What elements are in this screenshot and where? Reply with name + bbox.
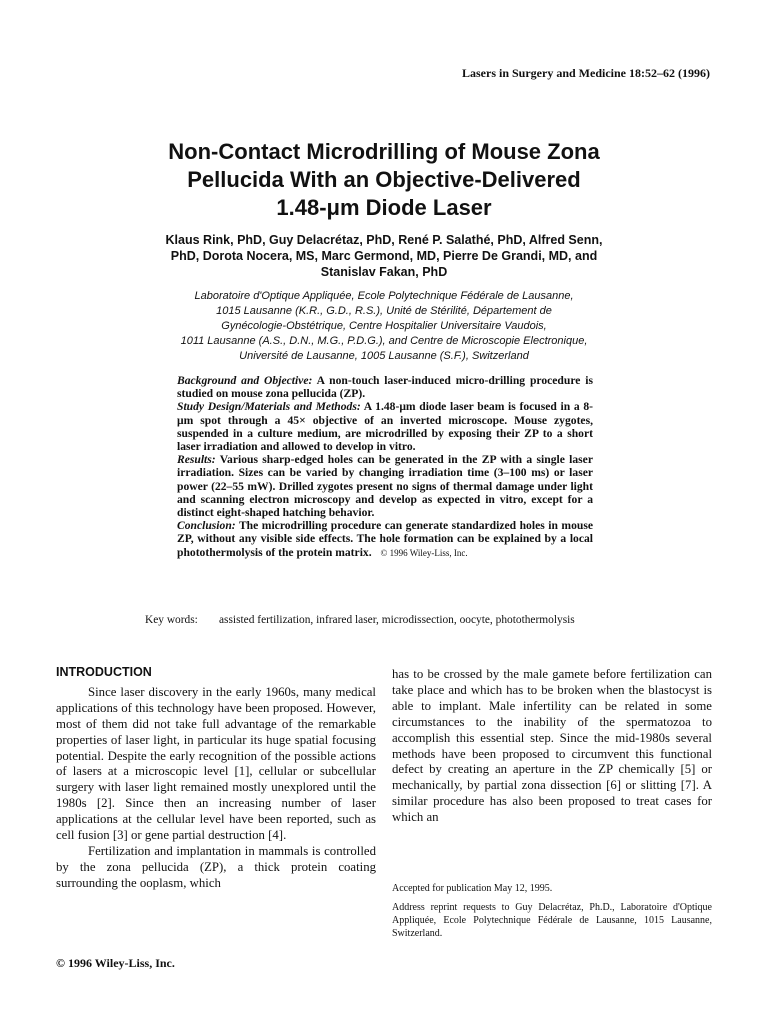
footnote-reprint: Address reprint requests to Guy Delacrétaz, Ph.D., Laboratoire d'Optique Appliquée, Ecole Polytechnique Fédérale de Lausanne, 1015 Lausanne, Switzerland. [392, 902, 712, 939]
abstract-text: A 1.48-μm diode laser beam is focused in a 8-μm spot through a 45× objective of an inverted microscope. Mouse zygotes, suspended in a culture medium, are microdrilled by exposing their ZP to a short laser irradiation and allowed to develop in vitro. [177, 400, 593, 454]
footnotes [392, 882, 712, 946]
abstract-label: Background and Objective: [177, 374, 313, 387]
publisher-copyright: © 1996 Wiley-Liss, Inc. [56, 956, 175, 970]
journal-citation: Lasers in Surgery and Medicine 18:52–62 (1996) [462, 66, 710, 80]
left-column [56, 665, 376, 892]
affiliation-line: 1011 Lausanne (A.S., D.N., M.G., P.D.G.), and Centre de Microscopie Electronique, [180, 335, 588, 347]
abstract-text: The microdrilling procedure can generate standardized holes in mouse ZP, without any visible side effects. The hole formation can be explained by a local photothermolysis of the protein matrix. [177, 519, 593, 559]
affiliation-line: Université de Lausanne, 1005 Lausanne (S.F.), Switzerland [239, 350, 529, 362]
body-paragraph: has to be crossed by the male gamete before fertilization can take place and which has to be broken when the blastocyst is able to implant. Male infertility can be related in some circumstances to the inability of the spermatozoa to accomplish this essential step. Since the mid-1980s several methods have been proposed to circumvent this functional defect by creating an aperture in the ZP chemically [5] or mechanically, by partial zona dissection [6] or slitting [7]. A similar procedure has also been proposed to treat cases for which an [392, 667, 712, 825]
abstract-text: A non-touch laser-induced micro-drilling procedure is studied on mouse zona pellucida (ZP). [177, 374, 594, 401]
affiliations [120, 289, 648, 364]
abstract-label: Study Design/Materials and Methods: [177, 400, 361, 414]
abstract [177, 374, 593, 560]
keywords-list: assisted fertilization, infrared laser, microdissection, oocyte, photothermolysis [219, 614, 575, 626]
author-list [120, 232, 648, 280]
keywords-label: Key words: [145, 614, 198, 626]
abstract-background [177, 374, 593, 400]
keywords [145, 613, 625, 627]
author-line: Klaus Rink, PhD, Guy Delacrétaz, PhD, René P. Salathé, PhD, Alfred Senn, [165, 233, 603, 247]
affiliation-line: 1015 Lausanne (K.R., G.D., R.S.), Unité de Stérilité, Département de [216, 305, 552, 317]
article-title [0, 138, 768, 222]
author-line: PhD, Dorota Nocera, MS, Marc Germond, MD, Pierre De Grandi, MD, and [170, 249, 598, 263]
right-column [392, 667, 712, 826]
abstract-text: Various sharp-edged holes can be generated in the ZP with a single laser irradiation. Sizes can be varied by changing irradiation time (3–100 ms) or laser power (22–55 mW). Drilled zygotes present no signs of thermal damage under light and scanning electron microscopy and develop as expected in vitro, except for a distinct eight-shaped hatching behavior. [177, 453, 593, 520]
abstract-copyright: © 1996 Wiley-Liss, Inc. [380, 547, 468, 558]
abstract-label: Results: [177, 453, 216, 467]
body-paragraph: Fertilization and implantation in mammals is controlled by the zona pellucida (ZP), a thick protein coating surrounding the ooplasm, which [56, 843, 376, 890]
footnote-accepted: Accepted for publication May 12, 1995. [392, 883, 553, 894]
abstract-design [177, 400, 593, 453]
affiliation-line: Laboratoire d'Optique Appliquée, Ecole Polytechnique Fédérale de Lausanne, [194, 290, 574, 302]
body-paragraph: Since laser discovery in the early 1960s, many medical applications of this technology have been proposed. However, most of them did not take full advantage of the remarkable properties of laser light, in particular its huge spatial focusing potential. Despite the early recognition of the possible actions of lasers at a microscopic level [1], cellular or subcellular surgery with laser light remained mostly unexplored until the 1980s [2]. Since then an increasing number of laser applications at the cellular level have been reported, such as cell fusion [3] or gene partial destruction [4]. [56, 684, 376, 843]
section-heading: INTRODUCTION [56, 665, 152, 679]
title-line: 1.48-μm Diode Laser [276, 195, 492, 220]
author-line: Stanislav Fakan, PhD [320, 265, 448, 279]
abstract-conclusion [177, 519, 593, 560]
affiliation-line: Gynécologie-Obstétrique, Centre Hospitalier Universitaire Vaudois, [221, 320, 547, 332]
title-line: Non-Contact Microdrilling of Mouse Zona [168, 139, 600, 164]
title-line: Pellucida With an Objective-Delivered [187, 167, 581, 192]
abstract-label: Conclusion: [177, 519, 236, 533]
abstract-results [177, 453, 593, 519]
